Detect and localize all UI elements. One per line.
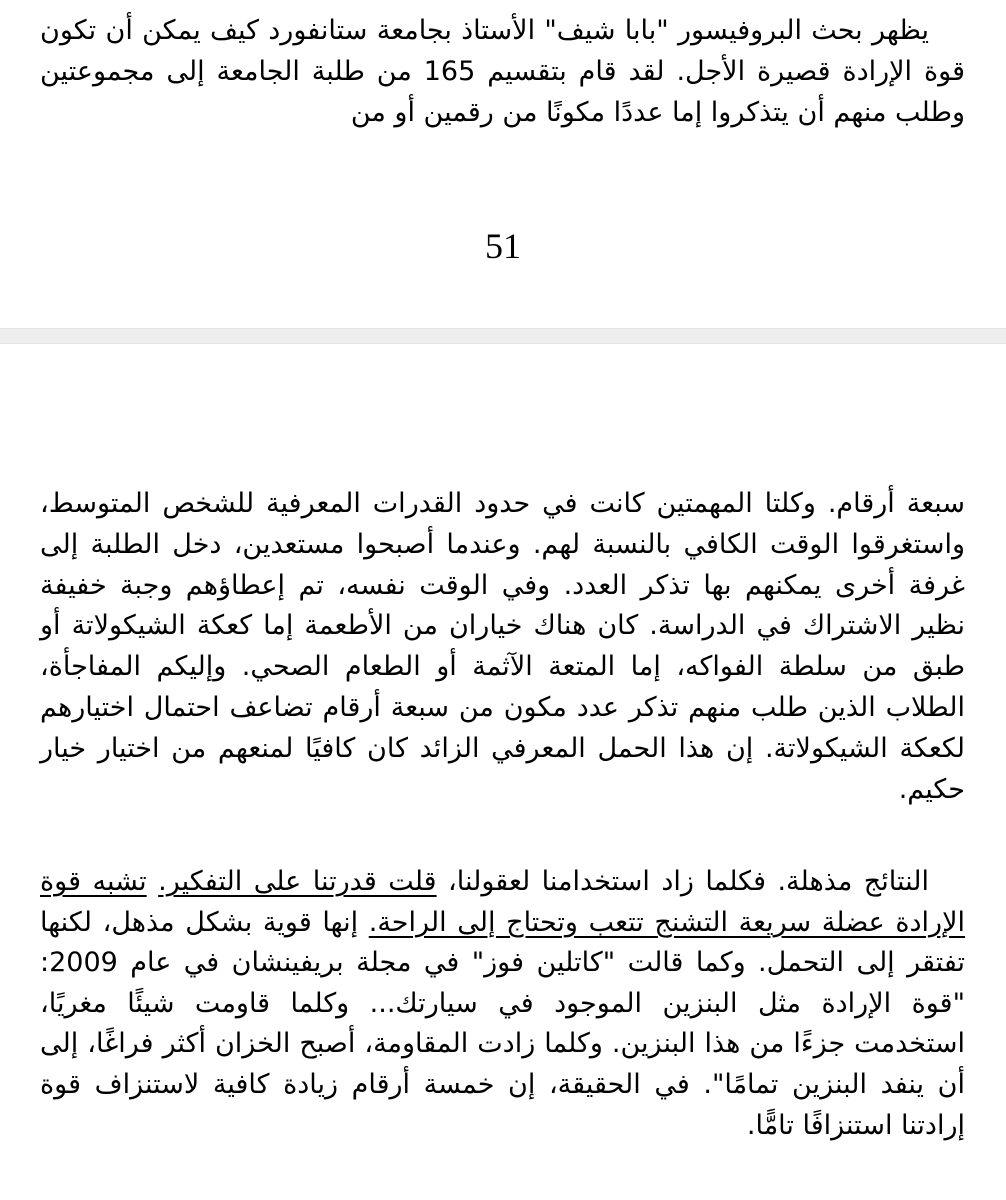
top-paragraph [40, 10, 965, 133]
paragraph-2-text-3: إنها قوية بشكل مذهل، لكنها تفتقر إلى التحمل. وكما قالت "كاتلين فوز" في مجلة بريفينشان في عام 2009: "قوة الإرادة مثل البنزين الموجود في سيارتك... وكلما قاومت شيئًا مغريًا، استخدمت جزءًا من هذا البنزين. وكلما زادت المقاومة، أصبح الخزان أكثر فراغًا، إلى أن ينفد البنزين تمامًا". في الحقيقة، إن خمسة أرقام زيادة كافية لاستنزاف قوة إرادتنا استنزافًا تامًّا. [40, 906, 965, 1141]
top-page [0, 0, 1006, 328]
body-paragraph-1: سبعة أرقام. وكلتا المهمتين كانت في حدود القدرات المعرفية للشخص المتوسط، واستغرقوا الوقت الكافي بالنسبة لهم. وعندما أصبحوا مستعدين، دخل الطلبة إلى غرفة أخرى يمكنهم بها تذكر العدد. وفي الوقت نفسه، تم إعطاؤهم وجبة خفيفة نظير الاشتراك في الدراسة. كان هناك خياران من الأطعمة إما كعكة الشيكولاتة أو طبق من سلطة الفواكه، إما المتعة الآثمة أو الطعام الصحي. وإليكم المفاجأة، الطلاب الذين طلب منهم تذكر عدد مكون من سبعة أرقام تضاعف احتمال اختيارهم لكعكة الشيكولاتة. إن هذا الحمل المعرفي الزائد كان كافيًا لمنعهم من اختيار خيار حكيم. [40, 488, 965, 805]
paragraph-2-text-2 [147, 866, 158, 897]
top-paragraph-text: يظهر بحث البروفيسور "بابا شيف" الأستاذ بجامعة ستانفورد كيف يمكن أن تكون قوة الإرادة قصيرة الأجل. لقد قام بتقسيم 165 من طلبة الجامعة إلى مجموعتين وطلب منهم أن يتذكروا إما عددًا مكونًا من رقمين أو من [40, 15, 965, 128]
underlined-sentence-1: قلت قدرتنا على التفكير. [158, 866, 437, 897]
page-number: 51 [485, 226, 521, 266]
body-paragraph-2 [40, 862, 965, 1146]
underlined-sentence-2: تشبه قوة الإرادة عضلة سريعة التشنج تتعب وتحتاج إلى الراحة. [40, 866, 965, 938]
page-divider [0, 328, 1006, 344]
paragraph-2-text-1: النتائج مذهلة. فكلما زاد استخدامنا لعقولنا، [436, 866, 929, 897]
